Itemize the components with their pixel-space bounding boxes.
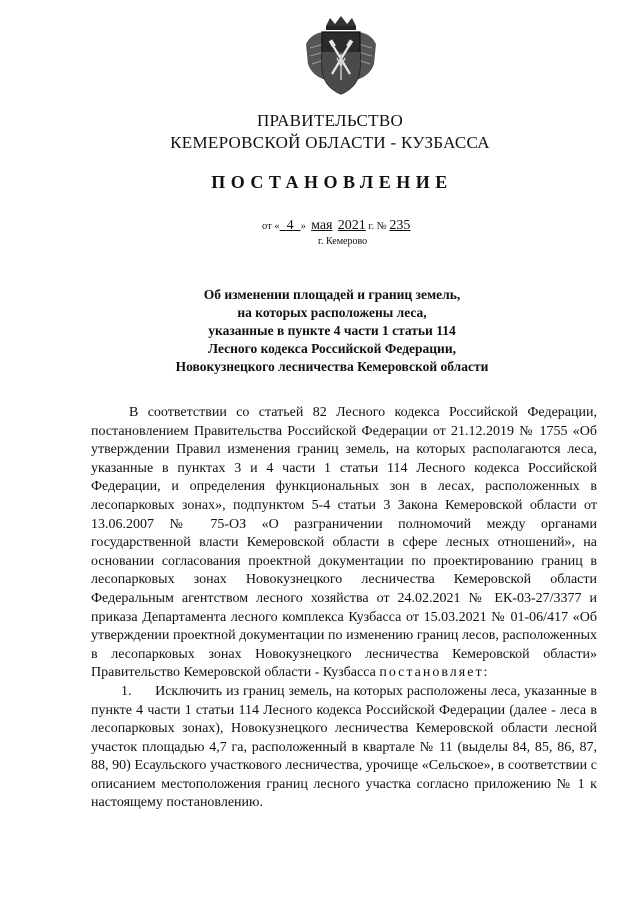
coat-of-arms-icon — [302, 14, 380, 98]
number-label: № — [376, 221, 387, 232]
org-name-line1: ПРАВИТЕЛЬСТВО — [256, 111, 404, 130]
resolves-word: постановляет: — [379, 665, 490, 681]
item-1-text: Исключить из границ земель, на которых расположены леса, указанные в пункте 4 части 1 статьи 114 Лесного кодекса Российской Федерации (далее - леса в лесопарковых зонах), Новокузнецкого лесничества Кемеровской области лесной участок площадью 4,7 га, расположенный в квартале № 11 (выделы 84, 85, 86, 87, 88, 90) Есаульского участкового лесничества, урочище «Сельское», в соответствии с описанием местоположения границ лесного участка согласно приложению № 1 к настоящему постановлению. — [91, 683, 597, 811]
org-name-line2: КЕМЕРОВСКОЙ ОБЛАСТИ - КУЗБАССА — [170, 133, 490, 152]
place-of-issue: г. Кемерово — [318, 236, 368, 247]
date-prefix: от « — [262, 221, 280, 232]
subject-line: на которых расположены леса, — [237, 305, 427, 320]
subject-line: Новокузнецкого лесничества Кемеровской области — [175, 359, 489, 374]
date-mid: » — [300, 221, 306, 232]
document-type-title: ПОСТАНОВЛЕНИЕ — [211, 172, 453, 192]
preamble-text: В соответствии со статьей 82 Лесного кодекса Российской Федерации, постановлением Правительства Российской Федерации от 21.12.2019 № 1755 «Об утверждении Правил изменения границ земель, на которых располагаются леса, указанные в пунктах 3 и 4 части 1 статьи 114 Лесного кодекса Российской Федерации, и определения функциональных зон в лесах, расположенных в лесопарковых зонах», подпунктом 5-4 статьи 3 Закона Кемеровской области от 13.06.2007 № 75-ОЗ «О разграничении полномочий между органами государственной власти Кемеровской области в сфере лесных отношений», на основании согласования проектной документации по проектированию границ в лесопарковых зонах Новокузнецкого лесничества Кемеровской области Федеральным агентством лесного хозяйства от 24.02.2021 № ЕК-03-27/3377 и приказа Департамента лесного комплекса Кузбасса от 15.03.2021 № 01-06/417 «Об утверждении проектной документации по изменению границ лесов, расположенных в лесопарковых зонах Новокузнецкого лесничества Кемеровской области» Правительство Кемеровской области - Кузбасса — [91, 405, 597, 681]
document-subject — [0, 286, 640, 376]
subject-line: Лесного кодекса Российской Федерации, — [208, 341, 456, 356]
subject-line: указанные в пункте 4 части 1 статьи 114 — [208, 323, 456, 338]
document-body — [91, 404, 597, 813]
date-day: 4 — [286, 218, 294, 233]
date-year: 2021 — [337, 218, 366, 233]
preamble-paragraph — [91, 404, 597, 683]
date-month: мая — [311, 218, 333, 233]
date-year-suffix: г. — [368, 221, 375, 232]
date-number-line — [262, 218, 410, 234]
document-number: 235 — [389, 218, 411, 233]
subject-line: Об изменении площадей и границ земель, — [203, 287, 461, 302]
item-1-paragraph — [91, 683, 597, 813]
item-1-number: 1. — [121, 683, 132, 699]
